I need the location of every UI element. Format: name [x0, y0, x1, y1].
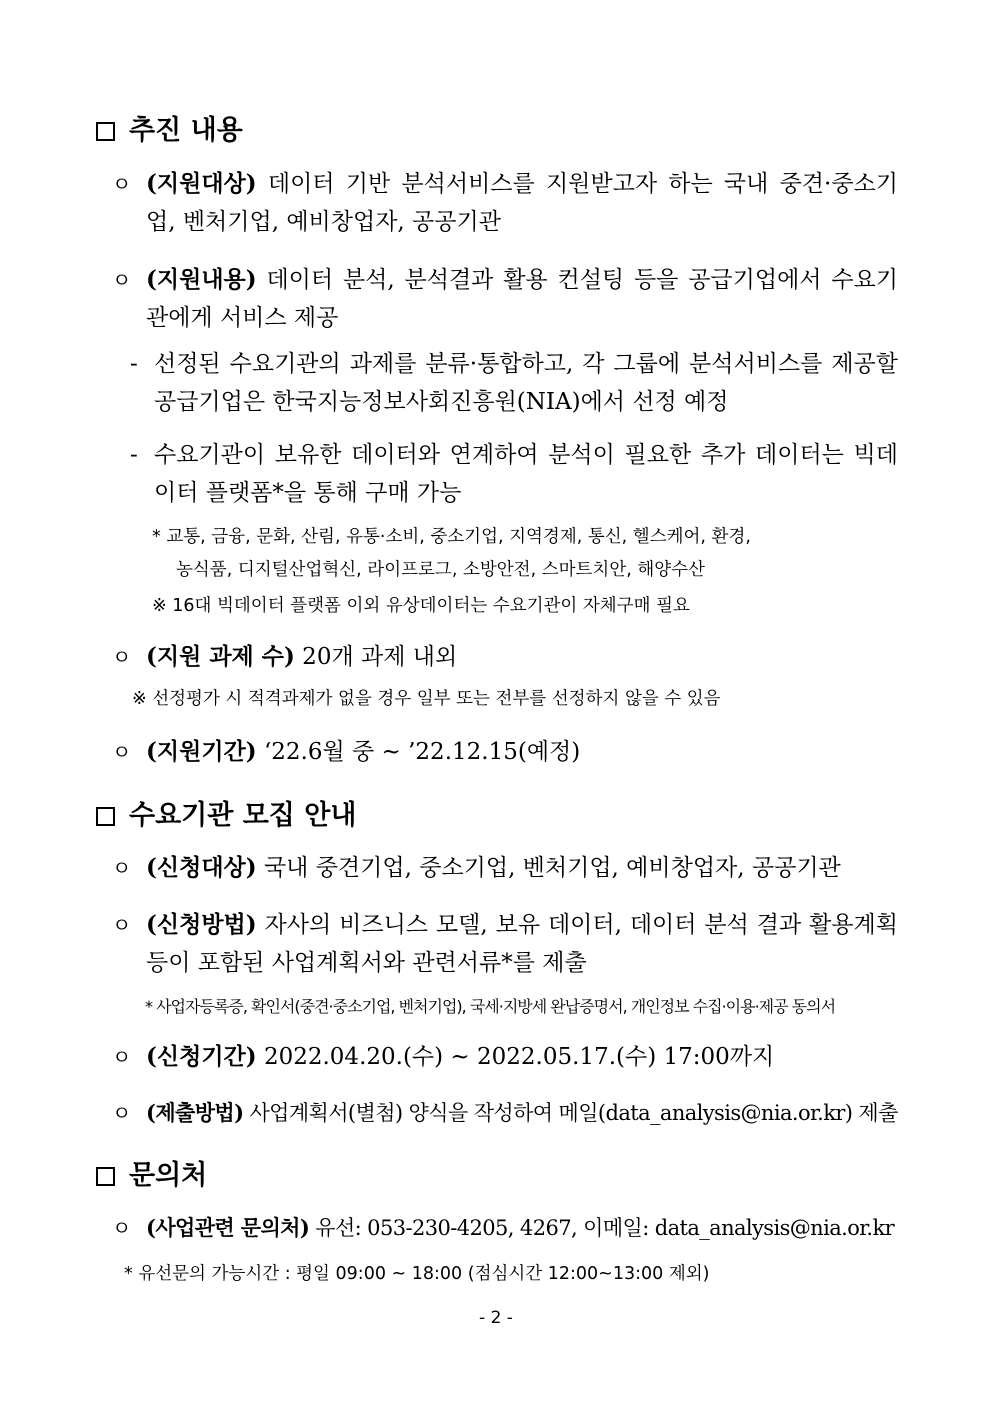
- item-apply-method: ㅇ (신청방법) 자사의 비즈니스 모델, 보유 데이터, 데이터 분석 결과 활용계획 등이 포함된 사업계획서와 관련서류*를 제출: [112, 906, 898, 982]
- section-title-contact: 문의처: [96, 1159, 207, 1193]
- circle-bullet-icon: ㅇ: [112, 913, 132, 937]
- item-apply-target: ㅇ (신청대상) 국내 중견기업, 중소기업, 벤처기업, 예비창업자, 공공기관: [112, 849, 898, 887]
- circle-bullet-icon: ㅇ: [112, 268, 132, 292]
- checkbox-square-icon: [96, 1167, 115, 1186]
- circle-bullet-icon: ㅇ: [112, 740, 132, 764]
- item-submission-method: ㅇ (제출방법) 사업계획서(별첨) 양식을 작성하여 메일(data_analysis@nia.or.kr) 제출: [112, 1094, 898, 1132]
- page-number: - 2 -: [479, 1308, 513, 1328]
- subitem-additional-data: - 수요기관이 보유한 데이터와 연계하여 분석이 필요한 추가 데이터는 빅데이터 플랫폼*을 통해 구매 가능: [130, 442, 898, 506]
- circle-bullet-icon: ㅇ: [112, 1216, 131, 1240]
- item-support-target: ㅇ (지원대상) 데이터 기반 분석서비스를 지원받고자 하는 국내 중견·중소기업, 벤처기업, 예비창업자, 공공기관: [112, 165, 898, 241]
- circle-bullet-icon: ㅇ: [112, 645, 132, 669]
- subitem-selection: - 선정된 수요기관의 과제를 분류·통합하고, 각 그룹에 분석서비스를 제공할 공급기업은 한국지능정보사회진흥원(NIA)에서 선정 예정: [130, 351, 898, 415]
- item-task-count: ㅇ (지원 과제 수) 20개 과제 내외: [112, 638, 898, 676]
- item-business-contact: ㅇ (사업관련 문의처) 유선: 053-230-4205, 4267, 이메일: data_analysis@nia.or.kr: [112, 1209, 898, 1247]
- item-support-content: ㅇ (지원내용) 데이터 분석, 분석결과 활용 컨설팅 등을 공급기업에서 수요기관에게 서비스 제공: [112, 261, 898, 337]
- checkbox-square-icon: [96, 807, 115, 826]
- circle-bullet-icon: ㅇ: [112, 1101, 131, 1125]
- note-phone-hours: * 유선문의 가능시간 : 평일 09:00 ~ 18:00 (점심시간 12:00~13:00 제외): [124, 1264, 710, 1284]
- section-title-recruitment: 수요기관 모집 안내: [96, 799, 356, 833]
- circle-bullet-icon: ㅇ: [112, 172, 132, 196]
- circle-bullet-icon: ㅇ: [112, 856, 132, 880]
- note-paid-data: ※ 16대 빅데이터 플랫폼 이외 유상데이터는 수요기관이 자체구매 필요: [152, 596, 690, 616]
- circle-bullet-icon: ㅇ: [112, 1045, 132, 1069]
- item-apply-period: ㅇ (신청기간) 2022.04.20.(수) ~ 2022.05.17.(수) 17:00까지: [112, 1038, 898, 1076]
- note-selection-evaluation: ※ 선정평가 시 적격과제가 없을 경우 일부 또는 전부를 선정하지 않을 수 있음: [132, 689, 721, 709]
- section-title-plan: 추진 내용: [96, 114, 243, 148]
- note-platform-list: * 교통, 금융, 문화, 산림, 유통·소비, 중소기업, 지역경제, 통신, 헬스케어, 환경, 농식품, 디지털산업혁신, 라이프로그, 소방안전, 스마트치안, 해양수산: [152, 527, 751, 580]
- checkbox-square-icon: [96, 122, 115, 141]
- note-required-documents: * 사업자등록증, 확인서(중견·중소기업, 벤처기업), 국세·지방세 완납증명서, 개인정보 수집·이용·제공 동의서: [145, 997, 836, 1016]
- item-support-period: ㅇ (지원기간) ‘22.6월 중 ~ ’22.12.15(예정): [112, 733, 898, 771]
